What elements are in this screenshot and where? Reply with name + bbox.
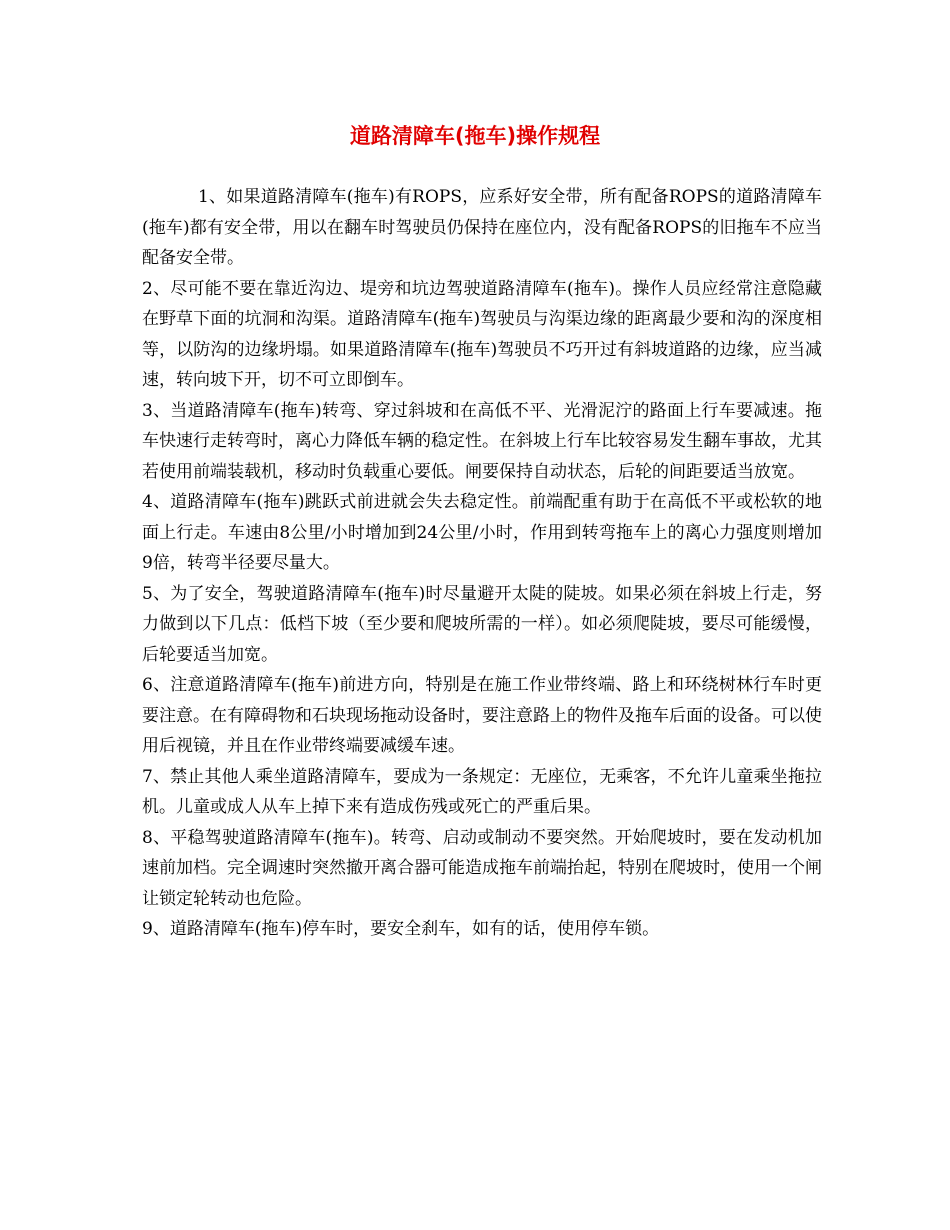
paragraph-5: 5、为了安全，驾驶道路清障车(拖车)时尽量避开太陡的陡坡。如果必须在斜坡上行走，努力做到以下几点：低档下坡（至少要和爬坡所需的一样）。如必须爬陡坡，要尽可能缓慢，后轮要适当加宽。 xyxy=(142,583,822,665)
document-body xyxy=(142,182,822,945)
paragraph-2: 2、尽可能不要在靠近沟边、堤旁和坑边驾驶道路清障车(拖车)。操作人员应经常注意隐藏在野草下面的坑洞和沟渠。道路清障车(拖车)驾驶员与沟渠边缘的距离最少要和沟的深度相等，以防沟的边缘坍塌。如果道路清障车(拖车)驾驶员不巧开过有斜坡道路的边缘，应当减速，转向坡下开，切不可立即倒车。 xyxy=(142,278,822,390)
paragraph-9: 9、道路清障车(拖车)停车时，要安全刹车，如有的话，使用停车锁。 xyxy=(142,919,660,939)
document-title: 道路清障车(拖车)操作规程 xyxy=(349,124,601,148)
paragraph-3: 3、当道路清障车(拖车)转弯、穿过斜坡和在高低不平、光滑泥泞的路面上行车要减速。拖车快速行走转弯时，离心力降低车辆的稳定性。在斜坡上行车比较容易发生翻车事故，尤其若使用前端装载机，移动时负载重心要低。闸要保持自动状态，后轮的间距要适当放宽。 xyxy=(142,400,822,482)
paragraph-6: 6、注意道路清障车(拖车)前进方向，特别是在施工作业带终端、路上和环绕树林行车时更要注意。在有障碍物和石块现场拖动设备时，要注意路上的物件及拖车后面的设备。可以使用后视镜，并且在作业带终端要减缓车速。 xyxy=(142,675,822,756)
paragraph-7: 7、禁止其他人乘坐道路清障车，要成为一条规定：无座位，无乘客，不允许儿童乘坐拖拉机。儿童或成人从车上掉下来有造成伤残或死亡的严重后果。 xyxy=(142,766,822,817)
paragraph-4: 4、道路清障车(拖车)跳跃式前进就会失去稳定性。前端配重有助于在高低不平或松软的地面上行走。车速由8公里/小时增加到24公里/小时，作用到转弯拖车上的离心力强度则增加9倍，转弯半径要尽量大。 xyxy=(142,492,822,573)
paragraph-8: 8、平稳驾驶道路清障车(拖车)。转弯、启动或制动不要突然。开始爬坡时，要在发动机加速前加档。完全调速时突然撤开离合器可能造成拖车前端抬起，特别在爬坡时，使用一个闸让锁定轮转动也危险。 xyxy=(142,827,822,909)
paragraph-1: 1、如果道路清障车(拖车)有ROPS，应系好安全带，所有配备ROPS的道路清障车(拖车)都有安全带，用以在翻车时驾驶员仍保持在座位内，没有配备ROPS的旧拖车不应当配备安全带。 xyxy=(142,187,822,268)
